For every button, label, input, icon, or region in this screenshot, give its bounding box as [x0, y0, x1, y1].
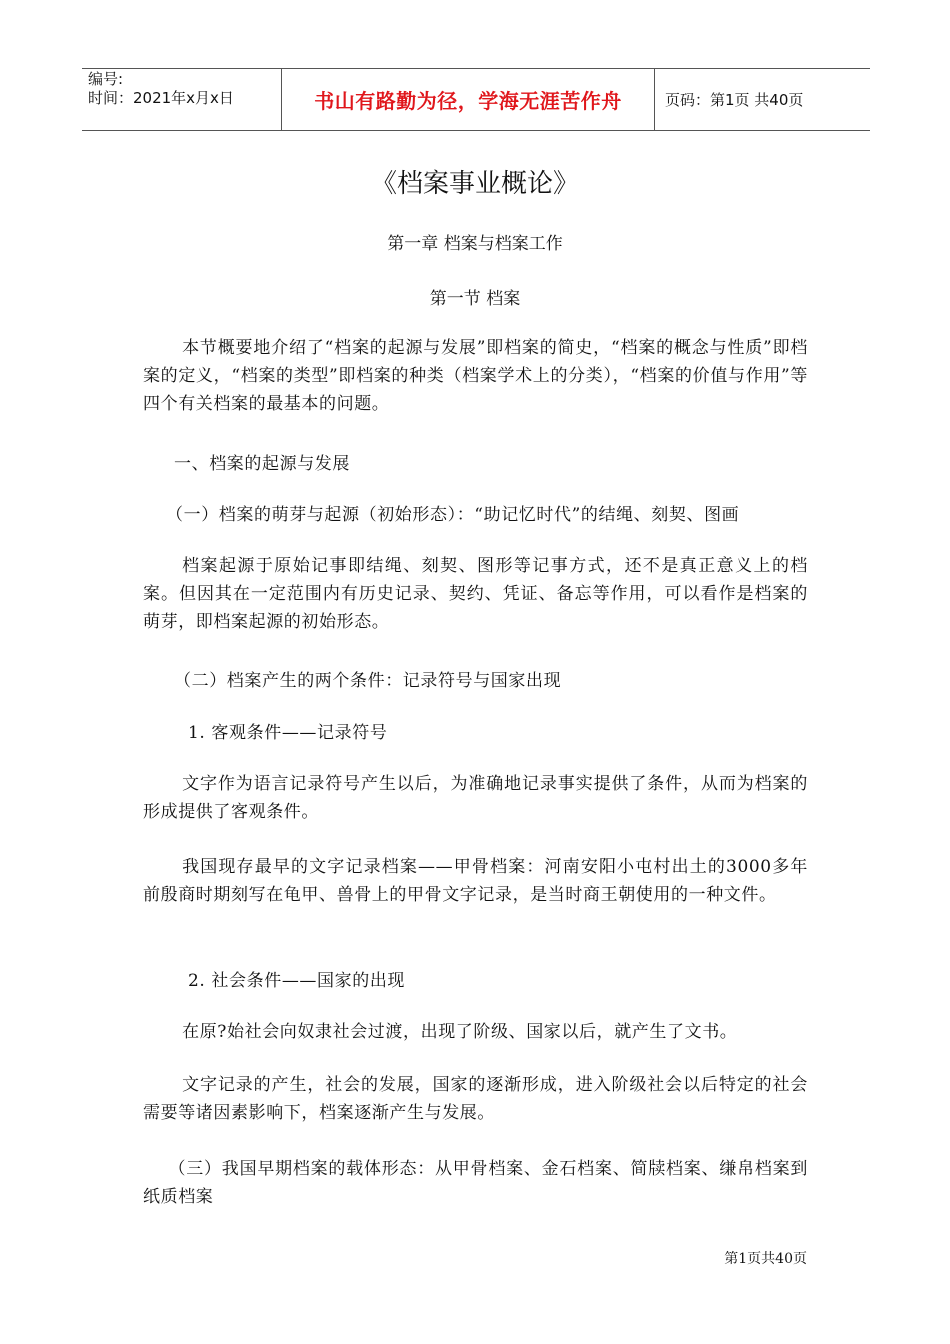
list-item-2: 2. 社会条件——国家的出现: [188, 971, 406, 991]
header-motto: 书山有路勤为径，学海无涯苦作舟: [314, 89, 622, 113]
date-label: 时间：2021年x月x日: [88, 89, 234, 107]
serial-label: 编号:: [88, 70, 124, 88]
subheading-1-2: （二）档案产生的两个条件：记录符号与国家出现: [174, 671, 562, 691]
header-motto-cell: [282, 69, 655, 130]
paragraph-3: 我国现存最早的文字记录档案——甲骨档案：河南安阳小屯村出土的3000多年前殷商时期刻写在龟甲、兽骨上的甲骨文字记录，是当时商王朝使用的一种文件。: [143, 857, 808, 905]
header-page-info: 页码：第1页 共40页: [665, 91, 804, 109]
paragraph-2: 文字作为语言记录符号产生以后，为准确地记录事实提供了条件，从而为档案的形成提供了客观条件。: [143, 774, 808, 822]
paragraph-4: 在原?始社会向奴隶社会过渡，出现了阶级、国家以后，就产生了文书。: [182, 1022, 738, 1042]
paragraph-5: 文字记录的产生，社会的发展，国家的逐渐形成，进入阶级社会以后特定的社会需要等诸因素影响下，档案逐渐产生与发展。: [143, 1075, 808, 1123]
subheading-1-1: （一）档案的萌芽与起源（初始形态）：“助记忆时代”的结绳、刻契、图画: [166, 505, 740, 525]
subheading-1-3: （三）我国早期档案的载体形态：从甲骨档案、金石档案、简牍档案、缣帛档案到纸质档案: [143, 1159, 808, 1207]
section-heading: 第一节 档案: [429, 289, 521, 309]
header-meta: [82, 69, 282, 130]
list-item-1: 1. 客观条件——记录符号: [188, 723, 388, 743]
paragraph-1: 档案起源于原始记事即结绳、刻契、图形等记事方式，还不是真正意义上的档案。但因其在一定范围内有历史记录、契约、凭证、备忘等作用，可以看作是档案的萌芽，即档案起源的初始形态。: [143, 556, 808, 632]
heading-1: 一、档案的起源与发展: [174, 454, 350, 474]
chapter-heading: 第一章 档案与档案工作: [387, 234, 563, 254]
document-title: 《档案事业概论》: [370, 169, 579, 199]
intro-paragraph: 本节概要地介绍了“档案的起源与发展”即档案的简史，“档案的概念与性质”即档案的定义，“档案的类型”即档案的种类（档案学术上的分类），“档案的价值与作用”等四个有关档案的最基本的问题。: [143, 338, 808, 414]
page-footer: 第1页共40页: [724, 1251, 807, 1267]
page-header: [82, 68, 870, 131]
